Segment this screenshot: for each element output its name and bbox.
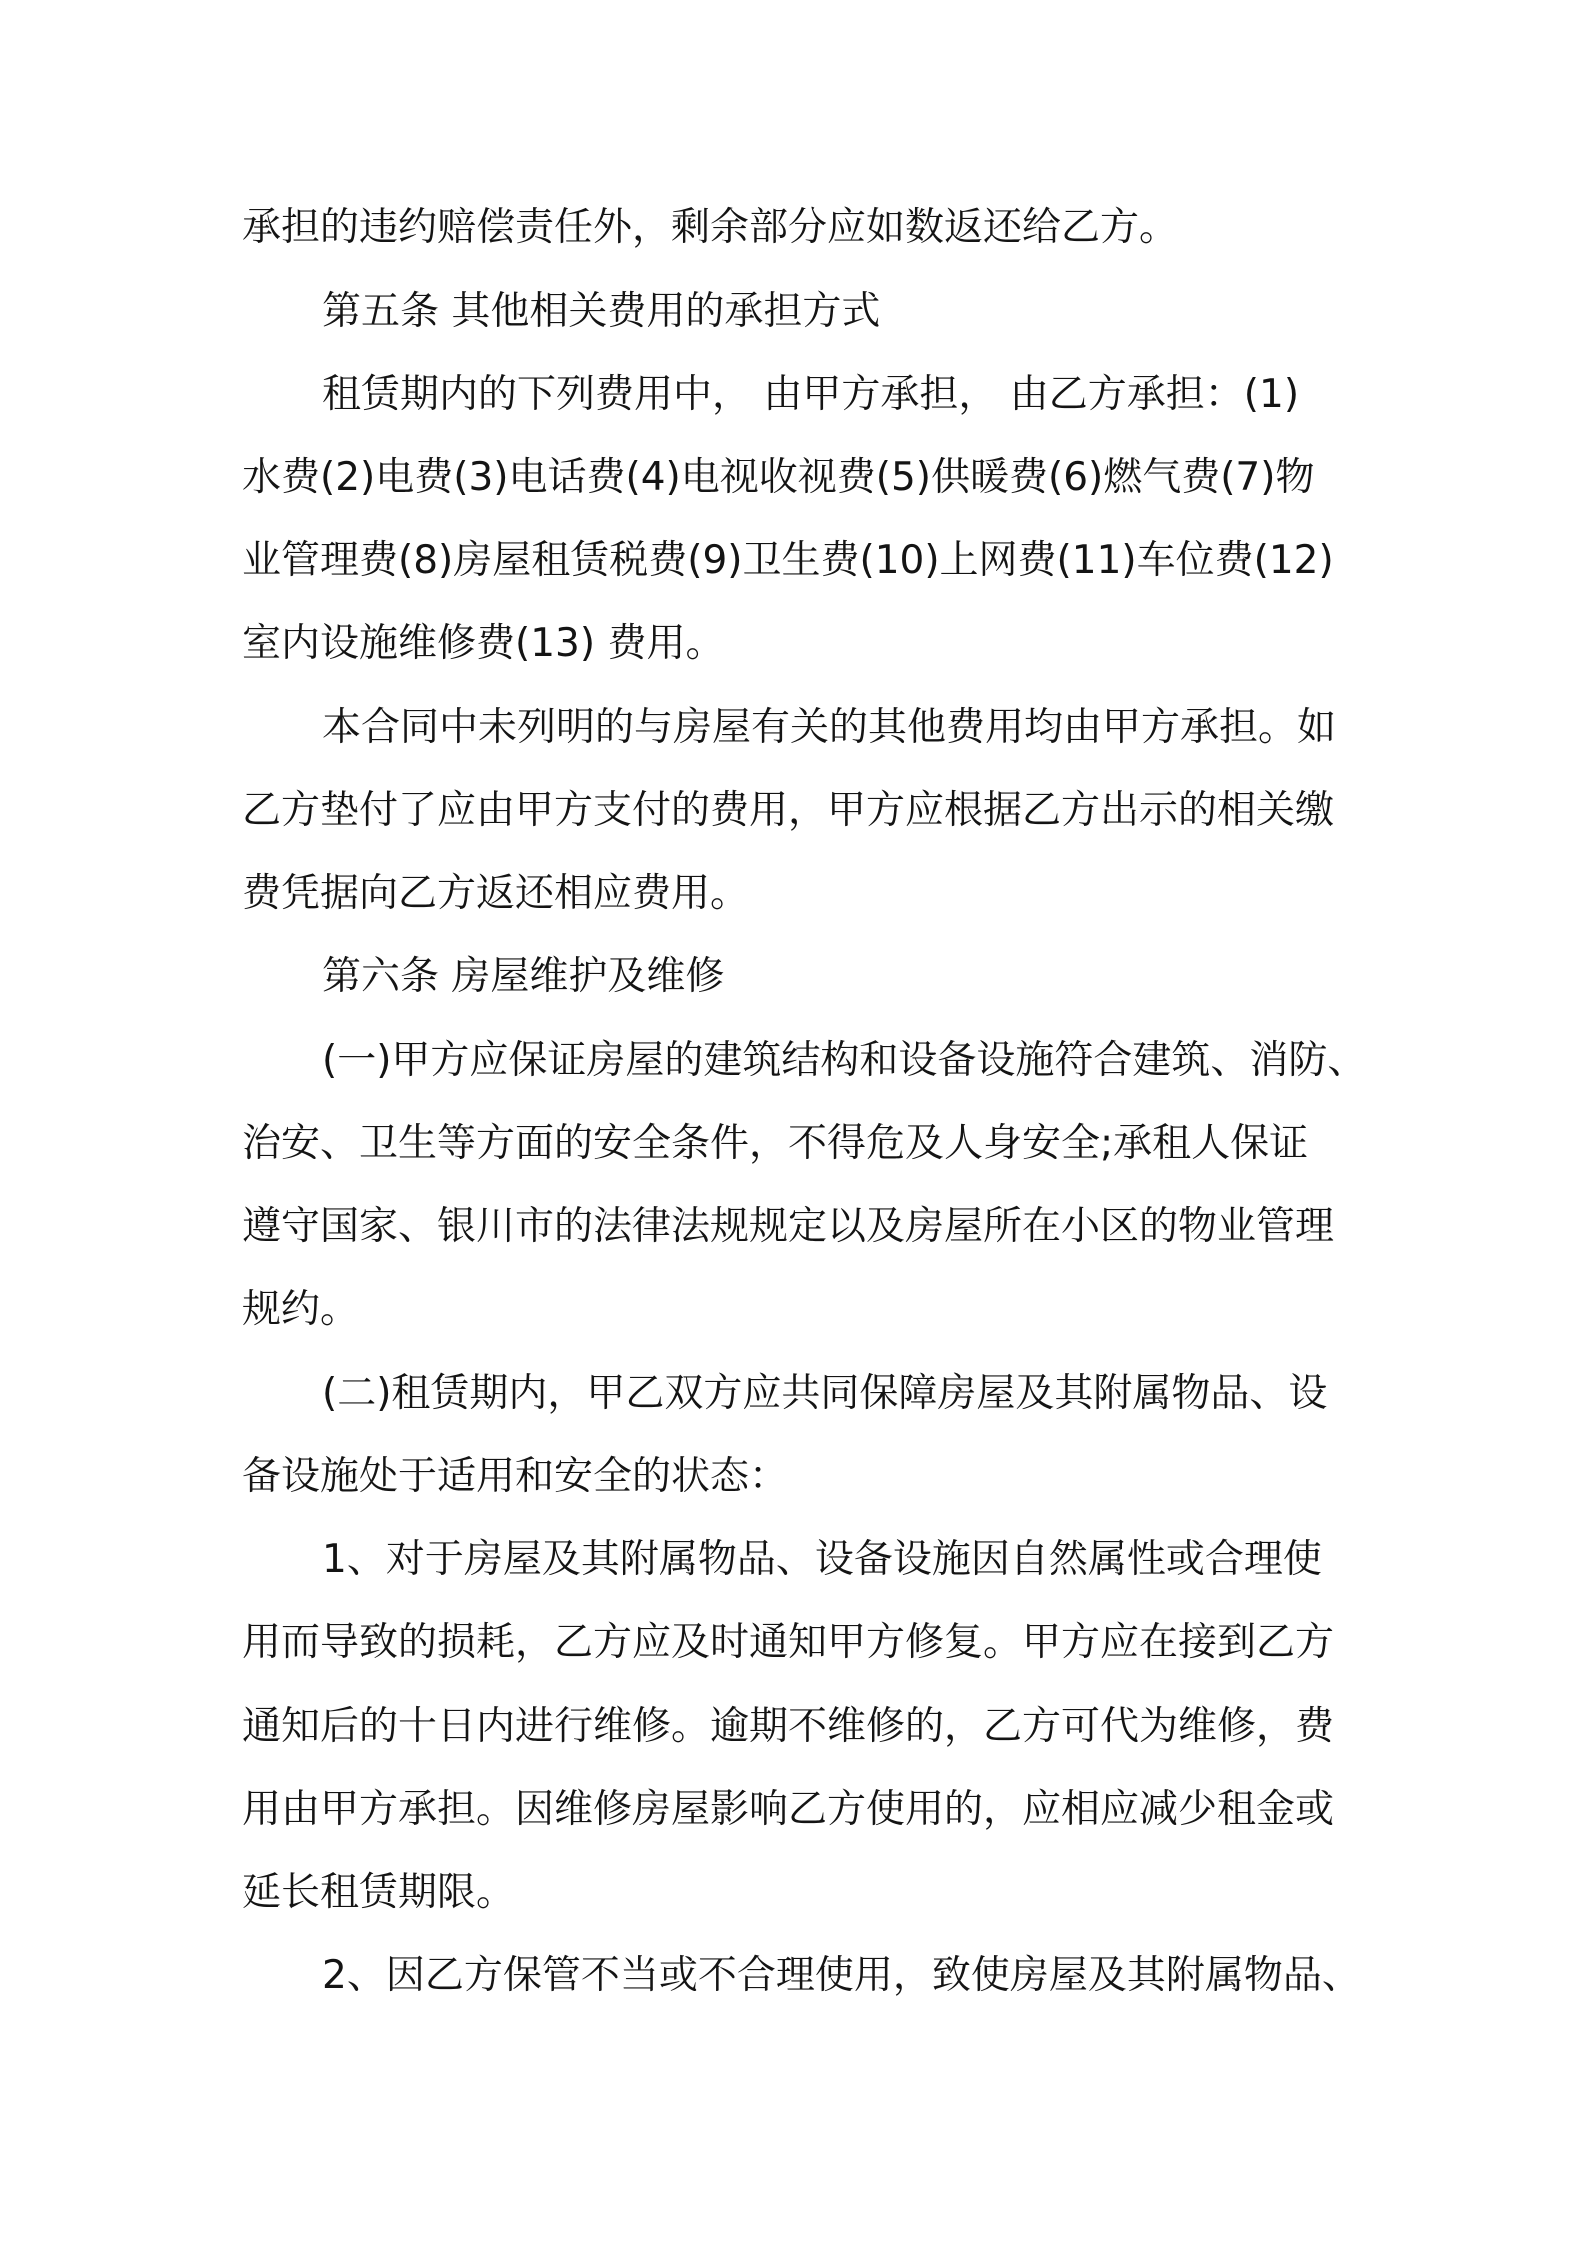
article-heading: 第五条 其他相关费用的承担方式: [322, 289, 881, 334]
text-line: 室内设施维修费(13) 费用。: [242, 621, 725, 666]
text-line: 用由甲方承担。因维修房屋影响乙方使用的，应相应减少租金或: [242, 1787, 1335, 1832]
text-line: 遵守国家、银川市的法律法规规定以及房屋所在小区的物业管理: [242, 1204, 1335, 1249]
text-line: 规约。: [242, 1287, 360, 1332]
text-line: 乙方垫付了应由甲方支付的费用，甲方应根据乙方出示的相关缴: [242, 788, 1335, 833]
text-line: 费凭据向乙方返还相应费用。: [242, 871, 750, 916]
text-line: 延长租赁期限。: [242, 1870, 516, 1915]
text-line: 1、对于房屋及其附属物品、设备设施因自然属性或合理使: [322, 1537, 1322, 1582]
text-line: 业管理费(8)房屋租赁税费(9)卫生费(10)上网费(11)车位费(12): [242, 538, 1334, 583]
text-line: 承担的违约赔偿责任外，剩余部分应如数返还给乙方。: [242, 205, 1179, 250]
text-line: 通知后的十日内进行维修。逾期不维修的，乙方可代为维修，费: [242, 1704, 1335, 1749]
text-line: 租赁期内的下列费用中， 由甲方承担， 由乙方承担：(1): [322, 372, 1300, 417]
text-line: (二)租赁期内，甲乙双方应共同保障房屋及其附属物品、设: [322, 1371, 1328, 1416]
text-line: 水费(2)电费(3)电话费(4)电视收视费(5)供暖费(6)燃气费(7)物: [242, 455, 1315, 500]
text-line: 2、因乙方保管不当或不合理使用，致使房屋及其附属物品、: [322, 1953, 1361, 1998]
text-line: 治安、卫生等方面的安全条件，不得危及人身安全;承租人保证: [242, 1121, 1309, 1166]
text-line: 用而导致的损耗，乙方应及时通知甲方修复。甲方应在接到乙方: [242, 1620, 1335, 1665]
text-line: (一)甲方应保证房屋的建筑结构和设备设施符合建筑、消防、: [322, 1038, 1367, 1083]
text-line: 备设施处于适用和安全的状态：: [242, 1454, 789, 1499]
text-line: 本合同中未列明的与房屋有关的其他费用均由甲方承担。如: [322, 705, 1337, 750]
article-heading: 第六条 房屋维护及维修: [322, 954, 725, 999]
